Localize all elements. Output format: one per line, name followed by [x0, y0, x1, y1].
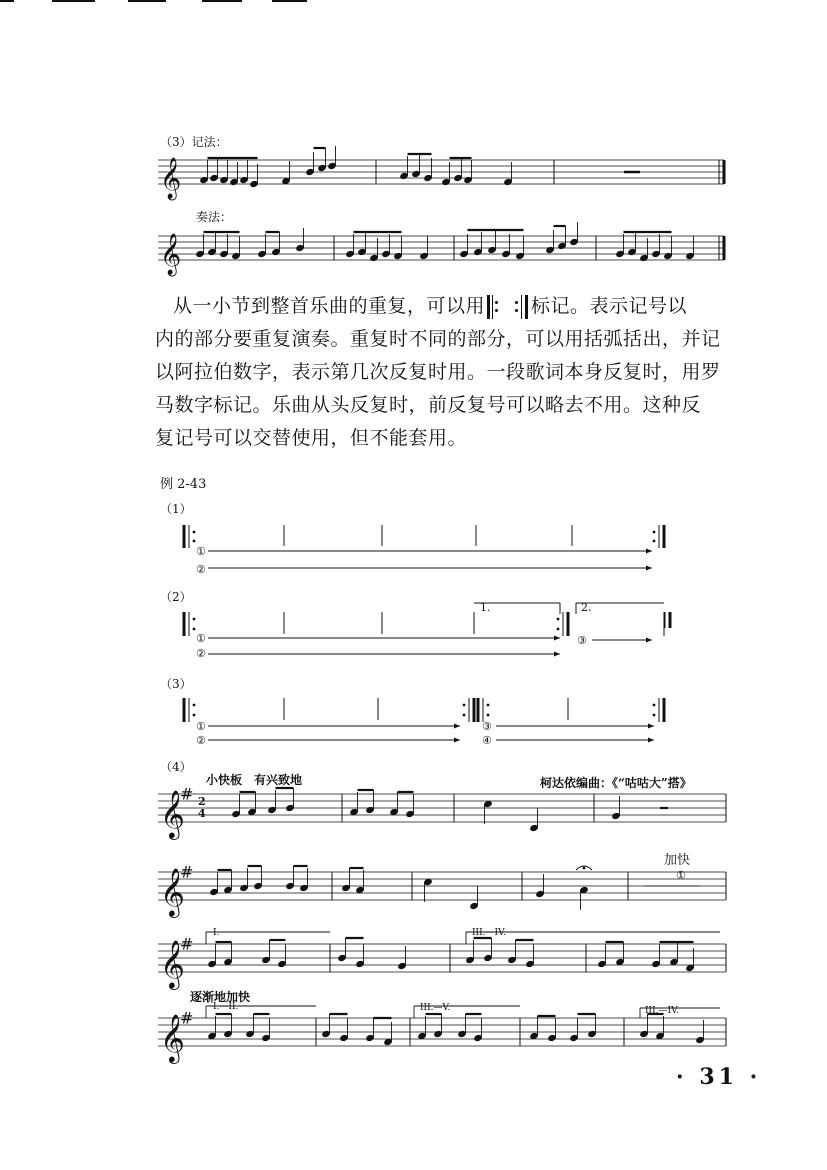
repeat-dot [653, 540, 656, 543]
arrowhead [554, 652, 560, 657]
diagram2-mark-1: ① [196, 632, 206, 645]
diagram3-mark-4: ④ [482, 734, 492, 747]
volta-iii-iv-b: III.—IV. [645, 1006, 679, 1016]
repeat-dot [557, 628, 560, 631]
key-signature-sharp: # [180, 934, 194, 954]
diagram-3-label: （3） [160, 677, 192, 691]
treble-clef: 𝄞 [160, 234, 182, 275]
treble-clef: 𝄞 [160, 789, 185, 838]
diagram2-volta-2: 2. [581, 601, 592, 614]
paragraph-line-4: 马数字标记。乐曲从头反复时，前反复号可以略去不用。这种反 [155, 394, 702, 416]
paragraph-line-1 [155, 290, 755, 323]
repeat-dot [487, 704, 490, 707]
paragraph-line-1-a: 从一小节到整首乐曲的重复，可以用 [173, 295, 486, 317]
arrowhead [454, 738, 460, 743]
gradually-faster-marking: 逐渐地加快 [190, 990, 251, 1004]
repeat-dot [193, 531, 196, 534]
arrowhead [554, 636, 560, 641]
volta-i-ii: I.—II. [213, 1002, 239, 1012]
repeat-dot [193, 618, 196, 621]
repeat-dot [653, 704, 656, 707]
volta-iii-iv: III.—IV. [472, 928, 506, 938]
paragraph [155, 290, 755, 455]
arrowhead [646, 638, 652, 643]
repeat-dot [653, 531, 656, 534]
treble-clef: 𝄞 [160, 1013, 185, 1062]
repeat-dot [463, 714, 466, 717]
key-signature-sharp: # [180, 784, 194, 804]
arrowhead [646, 566, 652, 571]
arrowhead [646, 549, 652, 554]
repeat-dot [653, 714, 656, 717]
diagram-2-label: （2） [160, 590, 192, 604]
paragraph-line-3: 以阿拉伯数字，表示第几次反复时用。一段歌词本身反复时，用罗 [155, 361, 721, 383]
repeat-dot [193, 628, 196, 631]
diagram-1-label: （1） [160, 502, 192, 516]
attribution: 柯达依编曲：《“咕咕大”搭》 [540, 776, 692, 790]
tempo-marking: 小快板 有兴致地 [206, 773, 303, 787]
diagram1-mark-2: ② [196, 563, 206, 576]
treble-clef: 𝄞 [160, 939, 185, 988]
repeat-dot [193, 714, 196, 717]
diagram3-mark-2: ② [196, 734, 206, 747]
treble-clef: 𝄞 [160, 867, 185, 916]
fermata-dot [583, 867, 586, 870]
diagram2-volta-1: 1. [480, 601, 491, 614]
volta-iii-v: III.—V. [420, 1003, 451, 1013]
key-signature-sharp: # [180, 1008, 194, 1028]
diagram2-mark-2: ② [196, 647, 206, 660]
diagram-4-label: （4） [160, 760, 192, 774]
example-title: 例 2-43 [160, 477, 207, 492]
repeat-dot [193, 540, 196, 543]
repeat-dot [557, 618, 560, 621]
arrowhead [648, 738, 654, 743]
circled-one: ① [676, 869, 686, 882]
time-signature-bottom: 4 [198, 807, 206, 820]
section-3-label: （3）记法： [160, 135, 228, 149]
paragraph-line-1-b: 标记。表示记号以 [531, 295, 688, 317]
arrowhead [454, 724, 460, 729]
key-signature-sharp: # [180, 862, 194, 882]
repeat-signs-inline [485, 295, 531, 319]
paragraph-line-5: 复记号可以交替使用，但不能套用。 [155, 427, 468, 449]
time-signature-top: 2 [198, 795, 206, 808]
volta-i: I. [213, 928, 220, 938]
repeat-dot [463, 704, 466, 707]
speed-up-marking: 加快 [664, 853, 691, 868]
treble-clef: 𝄞 [160, 158, 182, 199]
diagram2-mark-3: ③ [577, 634, 587, 647]
repeat-dot [193, 704, 196, 707]
page-number: · 31 · [676, 1064, 762, 1090]
paragraph-line-2: 内的部分要重复演奏。重复时不同的部分，可以用括弧括出，并记 [155, 328, 721, 350]
performance-label: 奏法： [196, 210, 233, 224]
repeat-dot [487, 714, 490, 717]
diagram3-mark-1: ① [196, 720, 206, 733]
diagram1-mark-1: ① [196, 545, 206, 558]
arrowhead [648, 724, 654, 729]
diagram3-mark-3: ③ [482, 720, 492, 733]
